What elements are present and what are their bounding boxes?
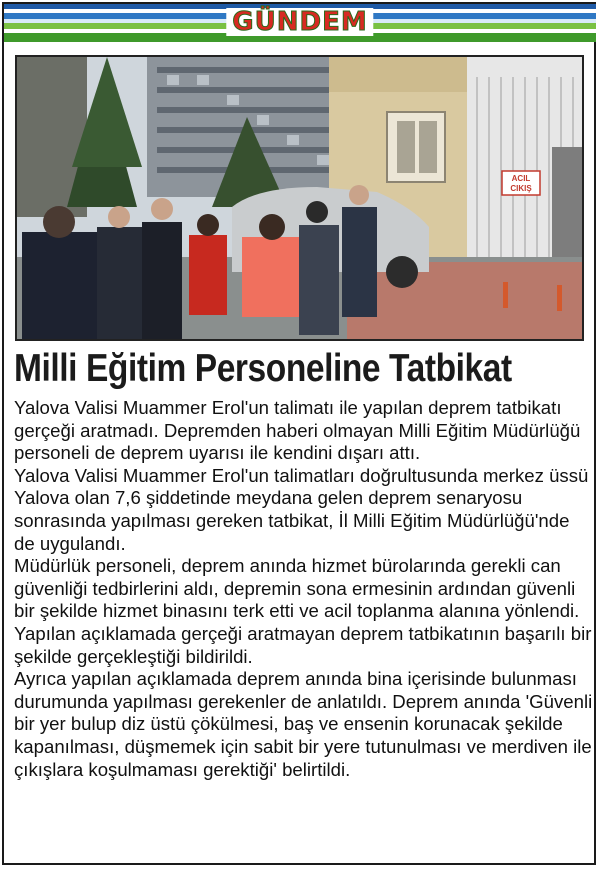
article-headline: Milli Eğitim Personeline Tatbikat xyxy=(14,347,512,390)
article-paragraph: Ayrıca yapılan açıklamada deprem anında bina içerisinde bulunması durumunda yapılması gerekenler de anlatıldı. Deprem anında 'Güvenli bir yer bulup diz üstü çökülmesi, baş ve ensenin korunacak şekilde kapanılması, düşmemek için sabit bir yere tutunulması ve merdiven ile çıkışlara koşulmaması gerektiği' belirtildi. xyxy=(14,668,593,780)
article-paragraph: Yalova Valisi Muammer Erol'un talimatları doğrultusunda merkez üssü Yalova olan 7,6 şiddetinde meydana gelen deprem senaryosu sonrasında yapılması gereken tatbikat, İl Milli Eğitim Müdürlüğü'nde de uygulandı. xyxy=(14,464,589,554)
article-paragraph: Müdürlük personeli, deprem anında hizmet bürolarında gerekli can güvenliği tedbirlerini aldı, depremin sona ermesinin ardından güvenli bir şekilde hizmet binasını terk etti ve acil toplanma alanına yönlendi. Yapılan açıklamada gerçeği aratmayan deprem tatbikatının başarılı bir şekilde gerçekleştiği bildirildi. xyxy=(14,555,592,667)
article-body xyxy=(14,397,594,781)
exit-sign-line2: CIKIŞ xyxy=(510,184,532,193)
news-photo xyxy=(15,55,584,341)
exit-sign-line1: ACIL xyxy=(511,174,531,183)
section-banner xyxy=(4,4,596,42)
section-title: GÜNDEM xyxy=(226,8,373,36)
article-paragraph: Yalova Valisi Muammer Erol'un talimatı ile yapılan deprem tatbikatı gerçeği aratmadı. Depremden haberi olmayan Milli Eğitim Müdürlüğü personeli de deprem uyarısı ile kendini dışarı attı. xyxy=(14,397,581,464)
